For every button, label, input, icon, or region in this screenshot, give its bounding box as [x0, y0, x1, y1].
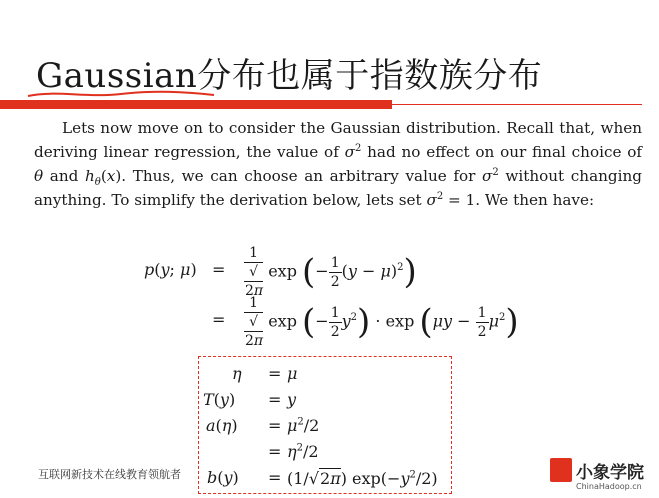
equation-line-2: 1 √ 2π exp (− $\frac{1}{2}$ $y^2) \cdot \exp (\mu y$ − $\frac{1}{2}$ $\mu^2$) — [245, 295, 519, 349]
equation-lhs: p(y; μ) — [144, 260, 197, 279]
param-log-partition-eta: = — [268, 442, 282, 461]
equation-equals-2: = — [212, 310, 226, 329]
equation-equals-1: = — [212, 260, 226, 279]
brand-logo — [550, 456, 650, 496]
slide-title: Gaussian分布也属于指数族分布 — [36, 56, 543, 96]
footer-slogan: 互联网新技术在线教育领航者 — [38, 468, 181, 481]
param-sufficient-statistic: T(y) — [203, 390, 236, 409]
logo-name: 小象学院 — [576, 463, 644, 483]
logo-url: ChinaHadoop.cn — [576, 482, 642, 491]
param-log-partition: a(η) — [206, 416, 238, 435]
body-paragraph: Lets now move on to consider the Gaussian distribution. Recall that, when deriving linear regression, the value of $\sigma^2$ had no effect on our final choice of θ and $h_\theta(x)$. Thus, we can choose an arbitrary value for $\sigma^2$ without changing anything. To simplify the derivation below, lets set $\sigma^2 = 1$. We then have: — [34, 119, 642, 209]
equation-line-1: 1 √ 2π exp (− $\frac{1}{2}$ $(y - \mu)^2$) — [245, 245, 417, 299]
title-underline-rule — [392, 104, 642, 105]
elephant-logo-icon — [550, 458, 572, 482]
title-underline-bar — [0, 100, 392, 109]
param-eta: η — [232, 364, 242, 383]
gaussian-derivation — [0, 238, 659, 348]
param-base-measure: b(y) — [207, 468, 239, 487]
